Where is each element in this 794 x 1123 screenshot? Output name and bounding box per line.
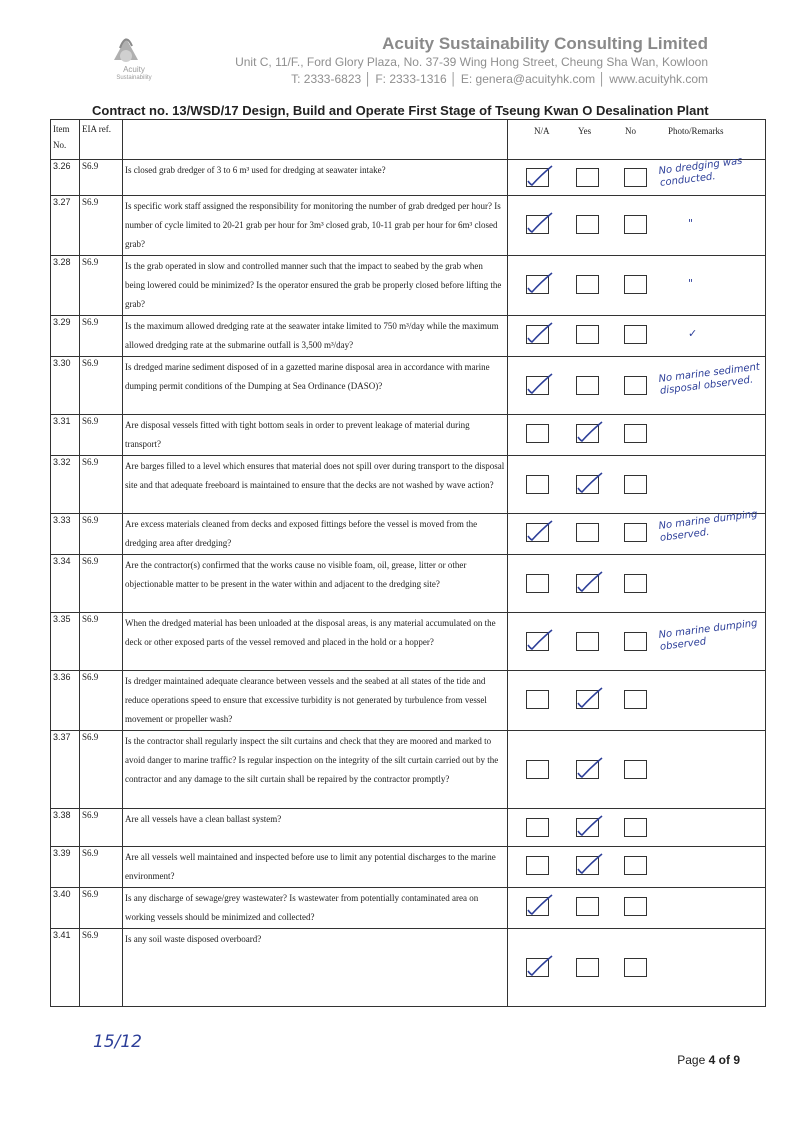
checkbox-yes[interactable] — [576, 523, 599, 542]
checkbox-no[interactable] — [624, 690, 647, 709]
checkbox-cell — [508, 731, 766, 809]
item-number: 3.36 — [51, 671, 80, 731]
checkbox-yes[interactable] — [576, 275, 599, 294]
table-row — [51, 888, 766, 929]
tick-mark-icon — [573, 853, 605, 875]
checkbox-cell — [508, 508, 766, 555]
checkbox-no[interactable] — [624, 275, 647, 294]
tick-mark-icon — [573, 421, 605, 443]
table-row — [51, 555, 766, 613]
checkbox-yes[interactable] — [576, 215, 599, 234]
table-row — [51, 415, 766, 456]
checkbox-no[interactable] — [624, 632, 647, 651]
eia-reference: S6.9 — [80, 357, 123, 415]
checkbox-no[interactable] — [624, 760, 647, 779]
checkbox-cell — [508, 196, 766, 256]
checkbox-cell — [508, 555, 766, 613]
checkbox-na[interactable] — [526, 856, 549, 875]
col-remarks-header: Photo/Remarks — [668, 126, 724, 136]
checkbox-na[interactable] — [526, 424, 549, 443]
checkbox-no[interactable] — [624, 376, 647, 395]
table-row — [51, 316, 766, 357]
checklist-question: Is the contractor shall regularly inspect the silt curtains and check that they are moored and marked to avoid danger to marine traffic? Is regular inspection on the integrity of the silt curtain carried out by the contractor and any damage to the silt curtain shall be repaired by the contractor promptly? — [123, 731, 508, 809]
tick-mark-icon — [573, 571, 605, 593]
handwritten-remark: " — [688, 277, 694, 290]
table-row — [51, 731, 766, 809]
table-row — [51, 809, 766, 847]
table-row — [51, 514, 766, 555]
table-row — [51, 929, 766, 1007]
checklist-question: Is dredged marine sediment disposed of in a gazetted marine disposal area in accordance with marine dumping permit conditions of the Dumping at Sea Ordinance (DASO)? — [123, 357, 508, 415]
company-name: Acuity Sustainability Consulting Limited — [382, 34, 708, 53]
checklist-question: Is the maximum allowed dredging rate at the seawater intake limited to 750 m³/day while the maximum allowed dredging rate at the submarine outfall is 3,500 m³/day? — [123, 316, 508, 357]
handwritten-remark: No dredging was conducted. — [658, 155, 743, 189]
checklist-question: When the dredged material has been unloaded at the disposal areas, is any material accumulated on the deck or other exposed parts of the vessel removed and placed in the hold or a hopper? — [123, 613, 508, 671]
checkbox-no[interactable] — [624, 523, 647, 542]
checkbox-yes[interactable] — [576, 325, 599, 344]
item-number: 3.31 — [51, 415, 80, 456]
eia-reference: S6.9 — [80, 847, 123, 888]
eia-reference: S6.9 — [80, 196, 123, 256]
checkbox-na[interactable] — [526, 574, 549, 593]
eia-reference: S6.9 — [80, 671, 123, 731]
handwritten-remark: No marine dumping observed — [658, 617, 759, 653]
checklist-question: Is any soil waste disposed overboard? — [123, 929, 508, 1007]
tick-mark-icon — [573, 815, 605, 837]
table-row — [51, 671, 766, 731]
company-contacts: T: 2333-6823 │ F: 2333-1316 │ E: genera@acuityhk.com │ www.acuityhk.com — [291, 72, 708, 86]
company-address: Unit C, 11/F., Ford Glory Plaza, No. 37-39 Wing Hong Street, Cheung Sha Wan, Kowloon — [235, 55, 708, 69]
checkbox-yes[interactable] — [576, 376, 599, 395]
checkbox-cell — [508, 809, 766, 847]
checkbox-cell — [508, 316, 766, 357]
col-marks-header — [508, 120, 766, 160]
handwritten-remark: No marine dumping observed. — [658, 508, 759, 544]
checklist-question: Is closed grab dredger of 3 to 6 m³ used for dredging at seawater intake? — [123, 160, 508, 196]
col-item-header: Item No. — [51, 120, 80, 160]
tick-mark-icon — [573, 757, 605, 779]
tick-mark-icon — [573, 472, 605, 494]
checkbox-no[interactable] — [624, 475, 647, 494]
checkbox-cell — [508, 888, 766, 929]
tick-mark-icon — [523, 629, 555, 651]
checkbox-yes[interactable] — [576, 897, 599, 916]
checklist-table — [50, 119, 766, 1007]
checkbox-no[interactable] — [624, 856, 647, 875]
checkbox-na[interactable] — [526, 690, 549, 709]
checkbox-na[interactable] — [526, 475, 549, 494]
checklist-question: Are the contractor(s) confirmed that the works cause no visible foam, oil, grease, litter or other objectionable matter to be present in the water within and adjacent to the dredging site? — [123, 555, 508, 613]
handwritten-remark: No marine sediment disposal observed. — [658, 361, 761, 397]
item-number: 3.33 — [51, 514, 80, 555]
checkbox-no[interactable] — [624, 215, 647, 234]
checklist-question: Are barges filled to a level which ensures that material does not spill over during transport to the disposal site and that adequate freeboard is maintained to ensure that the decks are not washed by wave action? — [123, 456, 508, 514]
checklist-question: Is dredger maintained adequate clearance between vessels and the seabed at all states of the tide and reduce operations speed to ensure that excessive turbidity is not generated by turbulence from vessel movement or propeller wash? — [123, 671, 508, 731]
table-row — [51, 256, 766, 316]
checkbox-yes[interactable] — [576, 958, 599, 977]
checkbox-na[interactable] — [526, 760, 549, 779]
item-number: 3.39 — [51, 847, 80, 888]
checkbox-no[interactable] — [624, 168, 647, 187]
checkbox-cell — [508, 415, 766, 456]
checkbox-na[interactable] — [526, 818, 549, 837]
eia-reference: S6.9 — [80, 888, 123, 929]
checkbox-cell — [508, 155, 766, 196]
checklist-question: Are all vessels have a clean ballast system? — [123, 809, 508, 847]
eia-reference: S6.9 — [80, 613, 123, 671]
checkbox-cell — [508, 671, 766, 731]
item-number: 3.40 — [51, 888, 80, 929]
tick-mark-icon — [523, 894, 555, 916]
col-yes-header: Yes — [578, 126, 592, 136]
tick-mark-icon — [573, 687, 605, 709]
tick-mark-icon — [523, 955, 555, 977]
tick-mark-icon — [523, 373, 555, 395]
checklist-question: Is the grab operated in slow and controlled manner such that the impact to seabed by the grab when being lowered could be minimized? Is the operator ensured the grab be properly closed before lifting the grab? — [123, 256, 508, 316]
item-number: 3.26 — [51, 160, 80, 196]
checklist-question: Are disposal vessels fitted with tight bottom seals in order to prevent leakage of material during transport? — [123, 415, 508, 456]
eia-reference: S6.9 — [80, 731, 123, 809]
checklist-question: Are all vessels well maintained and inspected before use to limit any potential discharges to the marine environment? — [123, 847, 508, 888]
eia-reference: S6.9 — [80, 456, 123, 514]
checkbox-cell — [508, 357, 766, 415]
tick-mark-icon — [523, 165, 555, 187]
table-row — [51, 160, 766, 196]
eia-reference: S6.9 — [80, 316, 123, 357]
checkbox-cell — [508, 456, 766, 514]
item-number: 3.29 — [51, 316, 80, 357]
table-row — [51, 613, 766, 671]
checkbox-no[interactable] — [624, 897, 647, 916]
item-number: 3.38 — [51, 809, 80, 847]
eia-reference: S6.9 — [80, 160, 123, 196]
item-number: 3.30 — [51, 357, 80, 415]
page-number: Page 4 of 9 — [677, 1053, 740, 1067]
table-row — [51, 456, 766, 514]
item-number: 3.34 — [51, 555, 80, 613]
checklist-question: Is any discharge of sewage/grey wastewater? Is wastewater from potentially contaminated area on working vessels should be minimized and collected? — [123, 888, 508, 929]
checkbox-no[interactable] — [624, 325, 647, 344]
table-row — [51, 196, 766, 256]
eia-reference: S6.9 — [80, 809, 123, 847]
item-number: 3.37 — [51, 731, 80, 809]
item-number: 3.41 — [51, 929, 80, 1007]
tick-mark-icon — [523, 322, 555, 344]
eia-reference: S6.9 — [80, 555, 123, 613]
tick-mark-icon — [523, 272, 555, 294]
eia-reference: S6.9 — [80, 415, 123, 456]
tick-mark-icon — [523, 212, 555, 234]
item-number: 3.32 — [51, 456, 80, 514]
col-eia-header: EIA ref. — [80, 120, 123, 160]
table-row — [51, 357, 766, 415]
item-number: 3.28 — [51, 256, 80, 316]
checkbox-cell — [508, 256, 766, 316]
checkbox-cell — [508, 847, 766, 888]
handwritten-remark: " — [688, 217, 694, 230]
contract-title: Contract no. 13/WSD/17 Design, Build and Operate First Stage of Tseung Kwan O Desalination Plant — [92, 103, 709, 118]
col-no-header: No — [625, 126, 636, 136]
col-na-header: N/A — [534, 126, 550, 136]
tick-mark-icon — [523, 520, 555, 542]
checklist-question: Is specific work staff assigned the responsibility for monitoring the number of grab dredged per hour? Is number of cycle limited to 20-21 grab per hour for 3m³ closed grab, 10-11 grab per hour for 6m³ closed grab? — [123, 196, 508, 256]
checkbox-cell — [508, 929, 766, 1007]
checkbox-no[interactable] — [624, 424, 647, 443]
table-row — [51, 847, 766, 888]
checkbox-no[interactable] — [624, 574, 647, 593]
logo-text: Acuity Sustainability — [116, 65, 152, 81]
handwritten-date: 15/12 — [93, 1032, 142, 1052]
item-number: 3.27 — [51, 196, 80, 256]
checkbox-no[interactable] — [624, 818, 647, 837]
eia-reference: S6.9 — [80, 514, 123, 555]
checkbox-no[interactable] — [624, 958, 647, 977]
checklist-question: Are excess materials cleaned from decks and exposed fittings before the vessel is moved from the dredging area after dredging? — [123, 514, 508, 555]
eia-reference: S6.9 — [80, 256, 123, 316]
checkbox-yes[interactable] — [576, 632, 599, 651]
item-number: 3.35 — [51, 613, 80, 671]
checkbox-yes[interactable] — [576, 168, 599, 187]
handwritten-remark: ✓ — [688, 327, 698, 340]
col-question-header — [123, 120, 508, 160]
eia-reference: S6.9 — [80, 929, 123, 1007]
checkbox-cell — [508, 613, 766, 671]
